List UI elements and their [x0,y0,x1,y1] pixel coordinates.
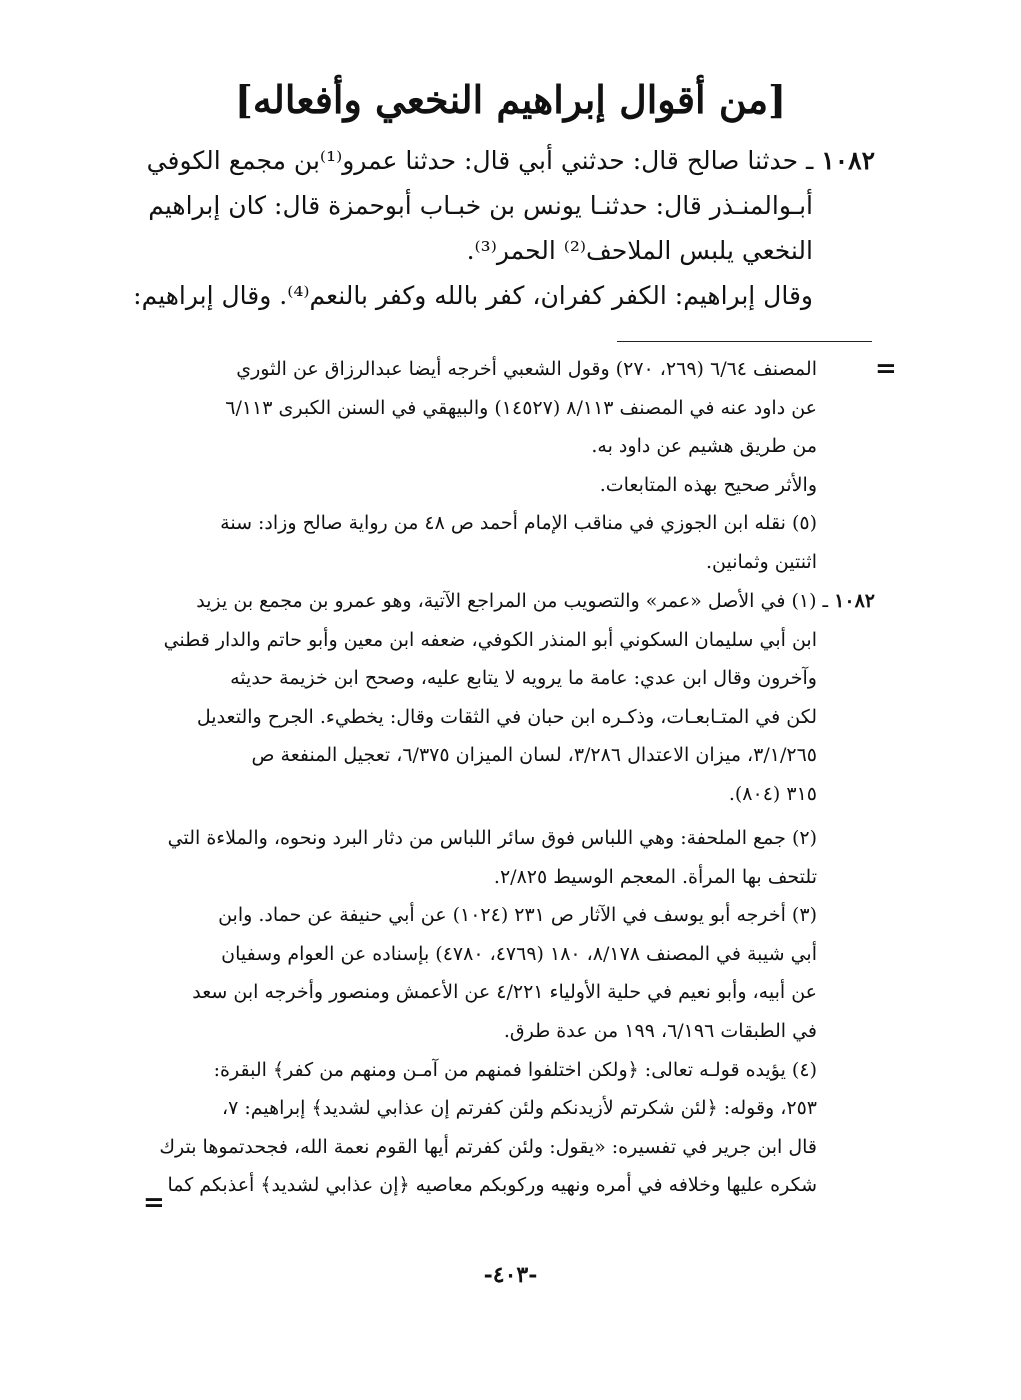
footnote-line: أبي شيبة في المصنف ٨/١٧٨، ١٨٠ (٤٧٦٩، ٤٧٨٠) بإسناده عن العوام وسفيان [221,942,817,965]
continuation-marker: = [875,354,897,384]
footnote-entry-number: ١٠٨٢ [834,590,875,612]
main-line-2: أبـوالمنـذر قال: حدثنـا يونس بن خبـاب أبوحمزة قال: كان إبراهيم [148,191,813,220]
footnote-line: اثنتين وثمانين. [705,550,817,573]
main-line-4: وقال إبراهيم: الكفر كفران، كفر بالله وكفر بالنعم⁽⁴⁾. وقال إبراهيم: [133,281,813,310]
main-line-1: ١٠٨٢ ـ حدثنا صالح قال: حدثني أبي قال: حدثنا عمرو⁽¹⁾بن مجمع الكوفي [146,146,875,175]
footnote-line: في الطبقات ٦/١٩٦، ١٩٩ من عدة طرق. [503,1019,817,1042]
footnote-line: ٣/١/٢٦٥، ميزان الاعتدال ٣/٢٨٦، لسان الميزان ٦/٣٧٥، تعجيل المنفعة ص [251,744,817,767]
footnote-line: (٤) يؤيده قولـه تعالى: ﴿ولكن اختلفوا فمنهم من آمـن ومنهم من كفر﴾ البقرة: [213,1058,817,1081]
footnote-line: ابن أبي سليمان السكوني أبو المنذر الكوفي، ضعفه ابن معين وأبو حاتم والدار قطني [163,628,817,651]
end-continuation-marker: = [143,1188,165,1218]
footnotes-1082 [165,582,875,814]
page-title: [من أقوال إبراهيم النخعي وأفعاله] [234,77,787,122]
main-text [133,138,875,318]
footnote-line: (٢) جمع الملحفة: وهي اللباس فوق سائر اللباس من دثار البرد ونحوه، والملاءة التي [167,827,817,849]
footnote-line: تلتحف بها المرأة. المعجم الوسيط ٢/٨٢٥. [493,865,817,888]
footnotes-rest [159,819,817,1205]
footnote-line: ٣١٥ (٨٠٤). [728,782,817,805]
footnote-line: المصنف ٦/٦٤ (٢٦٩، ٢٧٠) وقول الشعبي أخرجه أيضا عبدالرزاق عن الثوري [236,358,817,380]
entry-number: ١٠٨٢ [821,146,875,175]
page-number: -٤٠٣- [483,1262,538,1288]
footnote-line: (٥) نقله ابن الجوزي في مناقب الإمام أحمد ص ٤٨ من رواية صالح وزاد: سنة [220,512,817,535]
footnote-line: والأثر صحيح بهذه المتابعات. [599,473,817,496]
footnote-line: ٢٥٣، وقوله: ﴿لئن شكرتم لأزيدنكم ولئن كفرتم إن عذابي لشديد﴾ إبراهيم: ٧، [221,1097,817,1120]
footnote-line: عن داود عنه في المصنف ٨/١١٣ (١٤٥٢٧) والبيهقي في السنن الكبرى ٦/١١٣ [225,396,817,419]
footnotes-continued [165,350,817,582]
main-line-3: النخعي يلبس الملاحف⁽²⁾ الحمر⁽³⁾. [466,236,813,265]
footnote-line: لكن في المتـابعـات، وذكـره ابن حبان في الثقات وقال: يخطيء. الجرح والتعديل [196,705,817,728]
footnote-line: وآخرون وقال ابن عدي: عامة ما يرويه لا يتابع عليه، وصحح ابن خزيمة حديثه [230,667,817,690]
footnote-line: (٣) أخرجه أبو يوسف في الآثار ص ٢٣١ (١٠٢٤) عن أبي حنيفة عن حماد. وابن [218,904,817,927]
footnote-line: شكره عليها وخلافه في أمره ونهيه وركوبكم معاصيه ﴿إن عذابي لشديد﴾ أعذبكم كما [167,1174,817,1197]
footnote-separator [617,341,872,342]
footnote-line: عن أبيه، وأبو نعيم في حلية الأولياء ٤/٢٢١ عن الأعمش ومنصور وأخرجه ابن سعد [192,981,817,1004]
footnote-line: قال ابن جرير في تفسيره: «يقول: ولئن كفرتم أيها القوم نعمة الله، فجحدتموها بترك [159,1135,817,1158]
footnote-line: ١٠٨٢ ـ (١) في الأصل «عمر» والتصويب من المراجع الآتية، وهو عمرو بن مجمع بن يزيد [196,590,875,612]
footnote-line: من طريق هشيم عن داود به. [591,435,817,458]
